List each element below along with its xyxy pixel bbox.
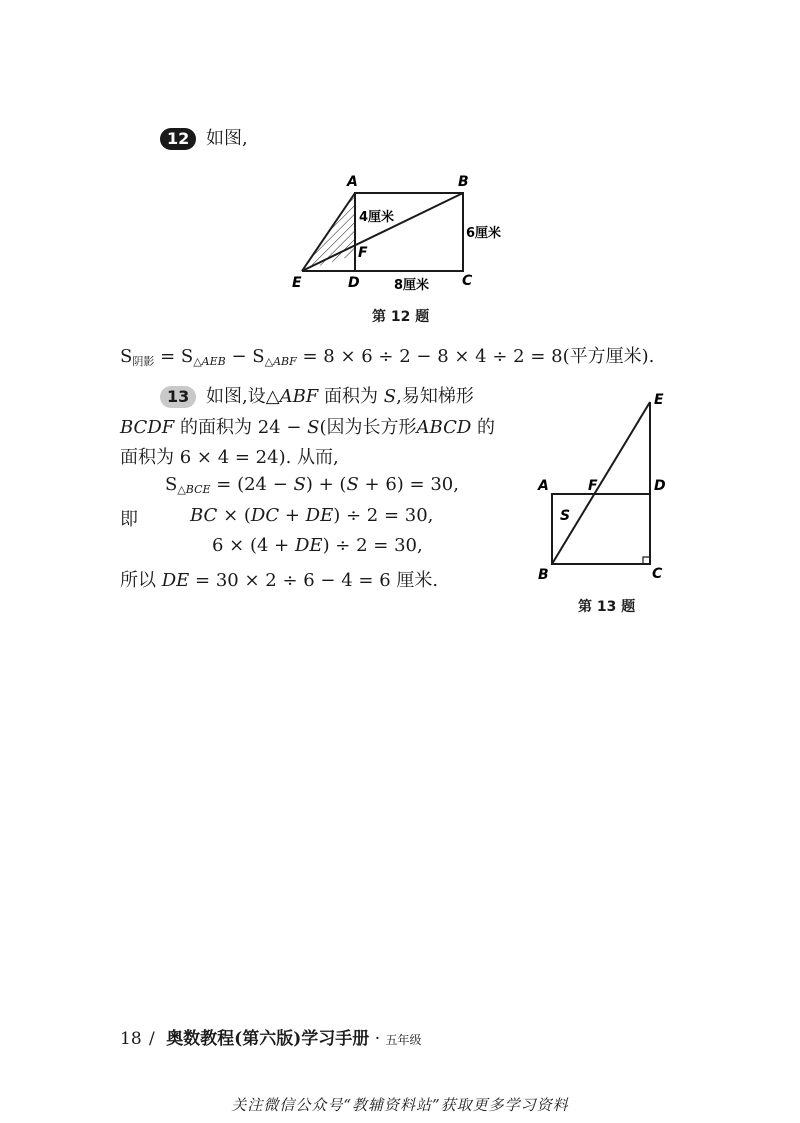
fig13-label-c: C [652,566,663,582]
p13-l5-b: × ( [217,505,251,526]
fig12-length-dc: 8厘米 [394,278,430,293]
p13-l4-s-subscript: △BCE [177,483,211,496]
p13-l2-a: BCDF [120,417,175,438]
solution-s-shaded-subscript: 阴影 [132,355,155,368]
p13-l1-c: 面积为 [318,386,384,407]
rectangle-abcd [355,193,463,271]
p13-l1-e: ,易知梯形 [396,386,474,407]
segment-be [552,402,650,564]
problem-13-line-4 [165,474,459,496]
p13-l6-c: ) ÷ 2 = 30, [322,535,423,556]
p13-l2-d: (因为长方形 [319,417,417,438]
p13-l2-e: ABCD [416,417,472,438]
p13-l4-c: ) + ( [305,474,347,495]
p13-l7-b: DE [161,570,190,591]
p13-l5-d: + [279,505,306,526]
problem-12-solution [120,342,654,369]
page-footer [120,1024,422,1049]
fig13-label-e: E [654,392,664,408]
fig13-label-s: S [560,508,571,524]
p13-l1-d: S [383,386,397,407]
problem-13-line-6 [212,535,423,556]
p13-l5-f: ) ÷ 2 = 30, [333,505,434,526]
book-title: 奥数教程(第六版)学习手册 [166,1029,370,1049]
p13-l5-c: DC [250,505,280,526]
p13-l5-e: DE [305,505,334,526]
fig12-label-c: C [462,273,473,289]
p13-l1-a: 如图,设△ [206,386,280,407]
solution-s-abf: S [252,346,265,367]
footer-slash: / [149,1029,155,1049]
fig13-label-d: D [654,478,666,494]
fig12-label-f: F [358,245,368,261]
page-number: 18 [120,1029,142,1049]
problem-12-heading [160,124,248,150]
p13-l1-b: ABF [279,386,319,407]
solution-minus: − [225,346,253,367]
figure-13 [532,388,682,588]
segment-eb [302,193,463,271]
fig12-label-b: B [458,174,469,190]
problem-13-line-3: 面积为 6 × 4 = 24). 从而, [120,447,339,468]
p13-l4-s: S [165,474,178,495]
fig13-label-b: B [538,567,549,583]
p13-l6-a: 6 × (4 + [212,535,295,556]
fig12-label-a: A [347,174,358,190]
problem-13-line-5-prefix: 即 [120,509,138,530]
p13-l4-a: = (24 − [210,474,294,495]
problem-13-line-2 [120,413,495,439]
problem-13-line-7 [120,566,438,592]
figure-13-caption: 第 13 题 [578,599,636,615]
problem-13-line-5 [190,505,433,526]
problem-13-number-badge: 13 [160,386,196,408]
watermark-text: 关注微信公众号“教辅资料站”获取更多学习资料 [231,1096,569,1114]
solution-s-shaded: S [120,346,133,367]
p13-l7-a: 所以 [120,570,162,591]
problem-13-line-1 [160,382,474,408]
p13-l4-d: S [346,474,359,495]
problem-12-number-badge: 12 [160,128,196,150]
p13-l5-a: BC [190,505,218,526]
solution-s-abf-subscript: △ABF [264,355,297,368]
fig13-label-f: F [588,478,598,494]
fig12-label-e: E [292,275,302,291]
fig12-length-ad: 4厘米 [359,210,395,225]
fig12-label-d: D [348,275,360,291]
right-angle-mark [643,557,650,564]
fig12-length-bc: 6厘米 [466,226,502,241]
solution-calculation: = 8 × 6 ÷ 2 − 8 × 4 ÷ 2 = 8(平方厘米). [296,346,655,367]
solution-equals: = [154,346,181,367]
p13-l4-e: + 6) = 30, [358,474,459,495]
p13-l2-c: S [307,417,320,438]
rectangle-abcd [552,494,650,564]
problem-12-intro: 如图, [206,128,248,149]
figure-12 [290,168,520,298]
p13-l6-b: DE [294,535,323,556]
solution-s-aeb: S [180,346,194,367]
solution-s-aeb-subscript: △AEB [193,355,226,368]
footer-dot: · [374,1029,381,1049]
figure-12-caption: 第 12 题 [372,309,430,325]
p13-l2-b: 的面积为 24 − [174,417,308,438]
p13-l2-f: 的 [471,417,496,438]
fig13-label-a: A [538,478,549,494]
p13-l4-b: S [293,474,306,495]
p13-l7-c: = 30 × 2 ÷ 6 − 4 = 6 厘米. [189,570,439,591]
grade-label: 五年级 [385,1033,422,1047]
